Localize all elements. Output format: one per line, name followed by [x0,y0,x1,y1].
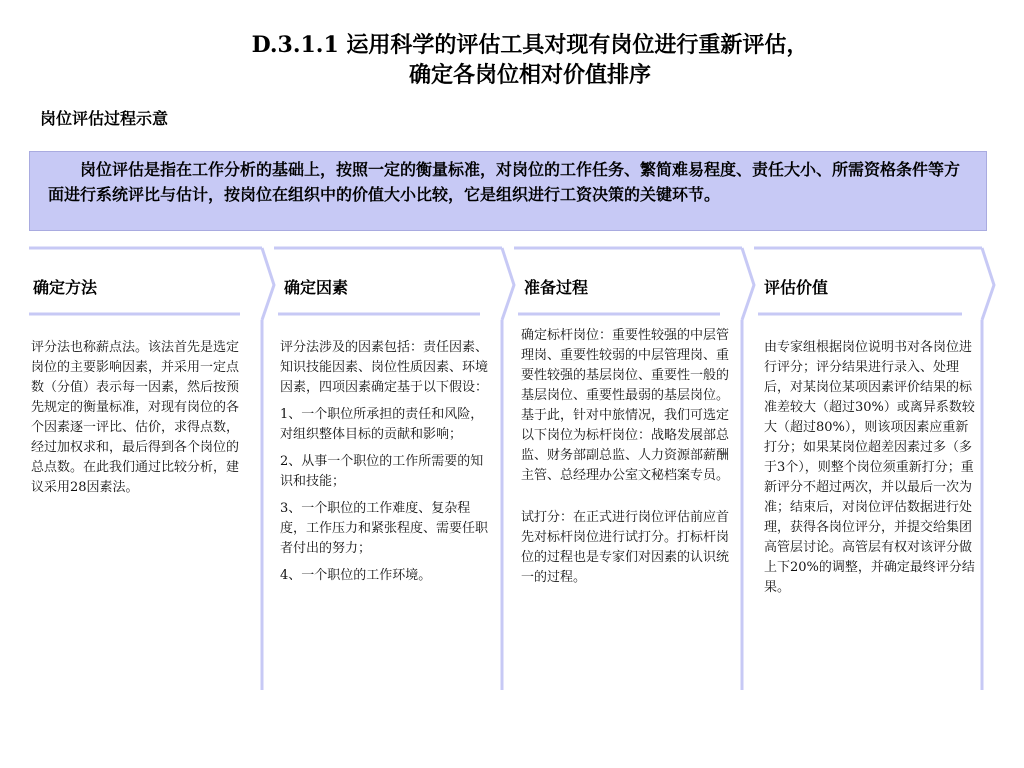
intro-text: 岗位评估是指在工作分析的基础上，按照一定的衡量标准，对岗位的工作任务、繁简难易程度、责任大小、所需资格条件等方面进行系统评比与估计，按岗位在组织中的价值大小比较，它是组织进行工资决策的关键环节。 [48,160,961,204]
column-paragraph: 3、一个职位的工作难度、复杂程度，工作压力和紧张程度、需要任职者付出的努力； [280,501,489,556]
column-heading-method: 确定方法 [33,278,98,297]
column-paragraph: 评分法也称薪点法。该法首先是选定岗位的主要影响因素，并采用一定点数（分值）表示每一因素，然后按预先规定的衡量标准，对现有岗位的各个因素逐一评比、估价，求得点数，经过加权求和，最后得到各个岗位的总点数。在此我们通过比较分析，建议采用28因素法。 [31,340,240,495]
chevron-4 [982,248,994,320]
chevron-1 [262,248,274,320]
title-line-1: D.3.1.1 运用科学的评估工具对现有岗位进行重新评估， [251,32,809,58]
column-heading-evaluation: 评估价值 [764,278,829,297]
column-body-preparation [521,326,731,595]
column-paragraph: 4、一个职位的工作环境。 [280,568,432,583]
section-subtitle: 岗位评估过程示意 [40,109,169,128]
column-body-evaluation [764,338,978,605]
column-paragraph: 确定标杆岗位：重要性较强的中层管理岗、重要性较弱的中层管理岗、重要性较强的基层岗位、重要性一般的基层岗位、重要性最弱的基层岗位。基于此，针对中旅情况，我们可选定以下岗位为标杆岗位：战略发展部总监、财务部副总监、人力资源部薪酬主管、总经理办公室文秘档案专员。 [521,328,730,483]
column-body-factors [280,338,494,593]
title-line-2: 确定各岗位相对价值排序 [408,62,651,88]
column-paragraph: 评分法涉及的因素包括：责任因素、知识技能因素、岗位性质因素、环境因素，四项因素确定基于以下假设： [280,340,489,395]
chevron-3 [742,248,754,320]
chevron-2 [502,248,514,320]
column-heading-factors: 确定因素 [284,278,349,297]
column-body-method [31,338,241,505]
column-paragraph: 试打分：在正式进行岗位评估前应首先对标杆岗位进行试打分。打标杆岗位的过程也是专家们对因素的认识统一的过程。 [521,510,730,585]
column-heading-preparation: 准备过程 [524,278,589,297]
column-paragraph: 由专家组根据岗位说明书对各岗位进行评分；评分结果进行录入、处理后，对某岗位某项因素评价结果的标准差较大（超过30%）或离异系数较大（超过80%），则该项因素应重新打分；如果某岗位超差因素过多（多于3个），则整个岗位须重新打分；重新评分不超过两次，并以最后一次为准；结束后，对岗位评估数据进行处理，获得各岗位评分，并提交给集团高管层讨论。高管层有权对该评分做上下20%的调整，并确定最终评分结果。 [764,340,975,595]
column-paragraph: 1、一个职位所承担的责任和风险，对组织整体目标的贡献和影响； [280,407,484,442]
column-paragraph: 2、从事一个职位的工作所需要的知识和技能； [280,454,484,489]
